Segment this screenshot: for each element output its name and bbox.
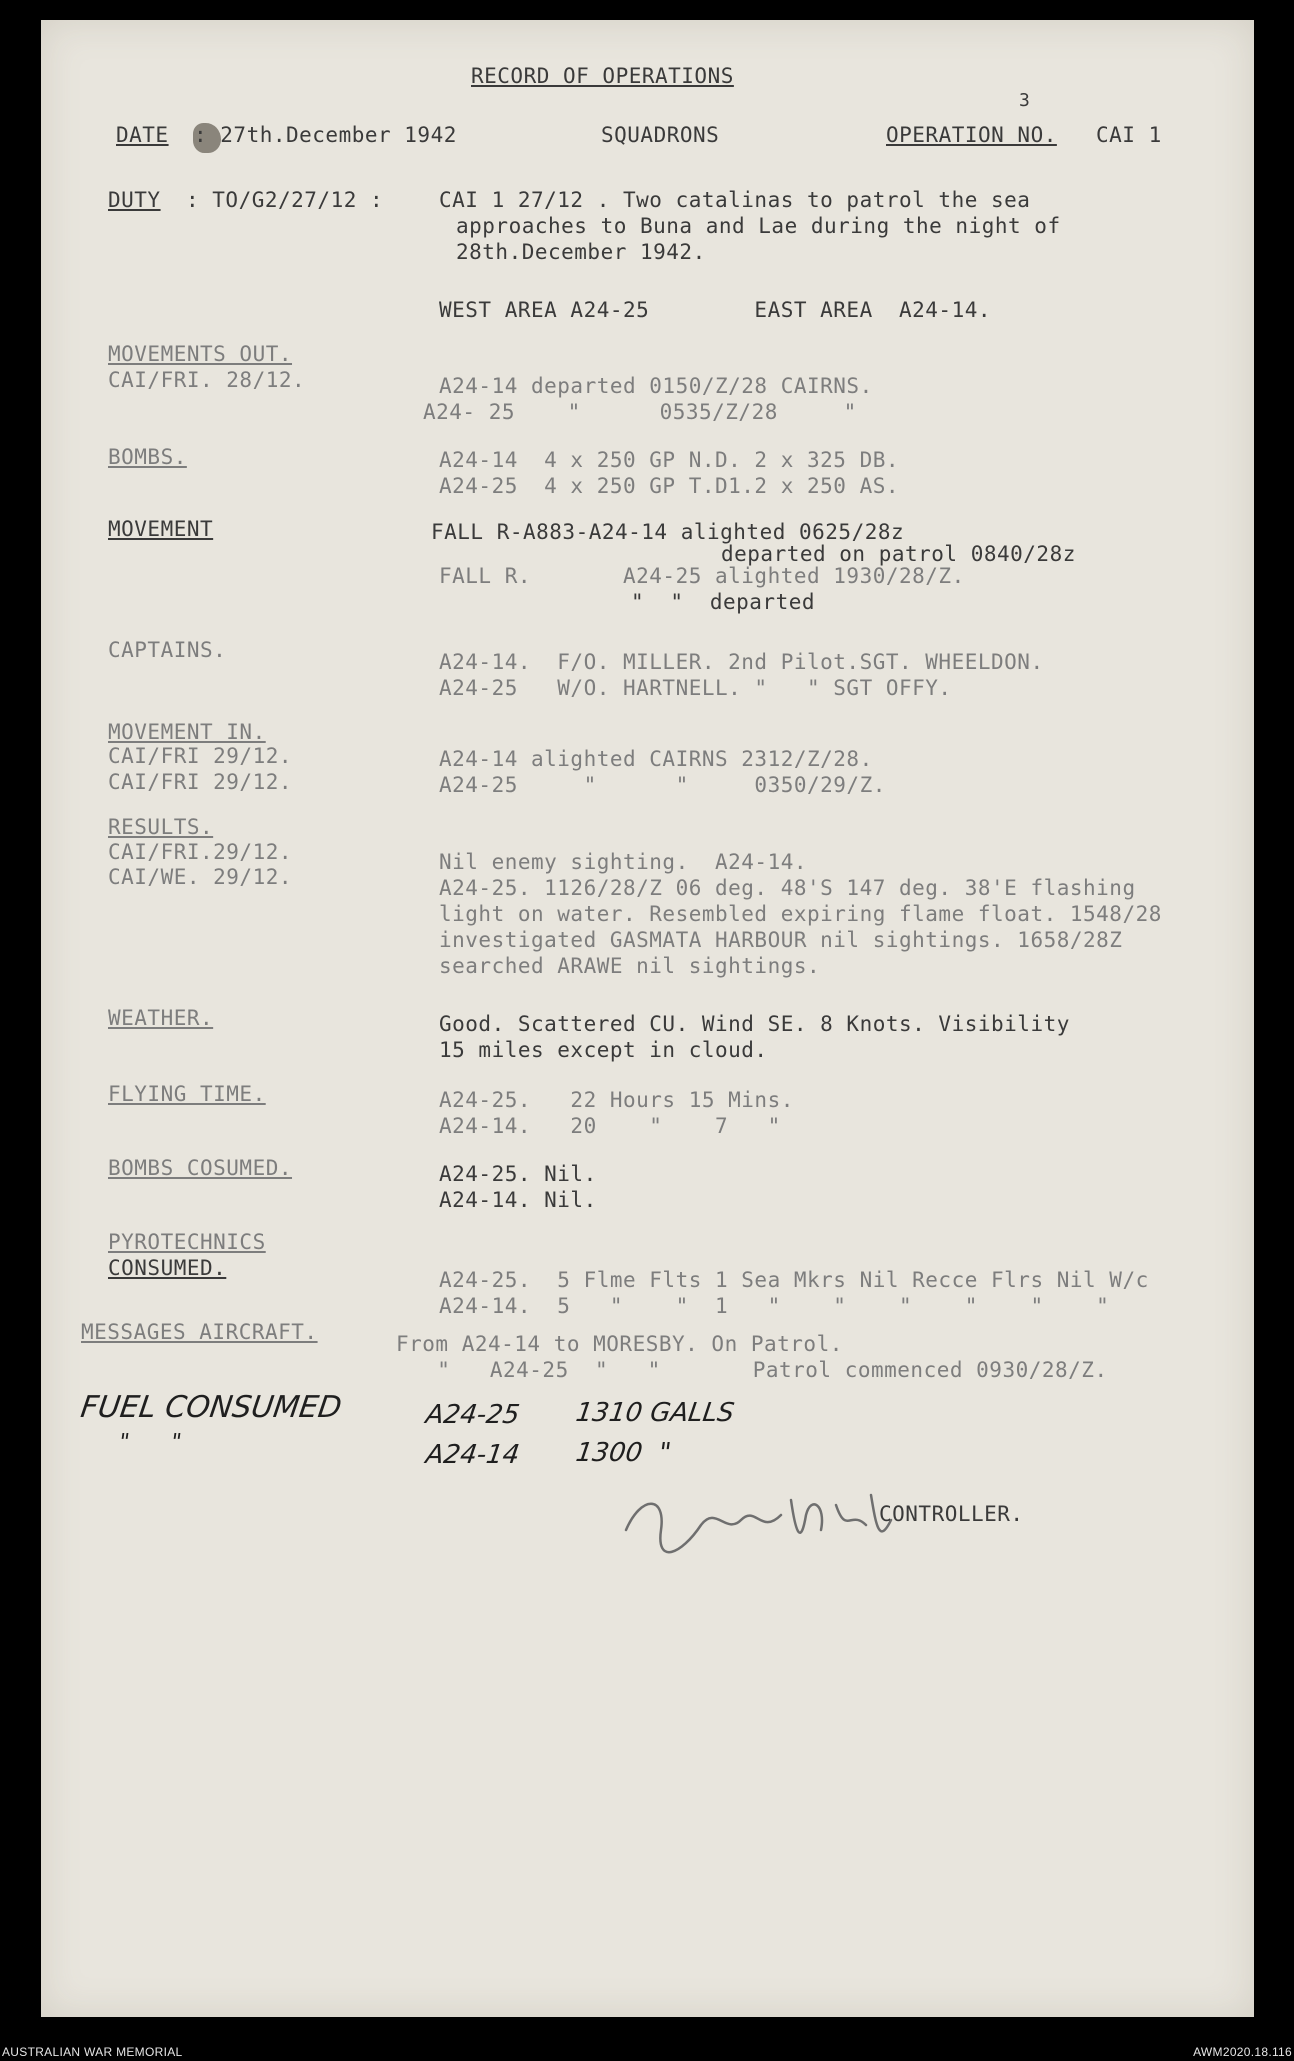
section-label: CONSUMED.: [108, 1256, 227, 1280]
handwritten-amount: 1300 ": [573, 1438, 673, 1468]
date-label: DATE: [116, 123, 169, 147]
section-label: CAI/FRI 29/12.: [108, 770, 293, 794]
squadrons-label: SQUADRONS: [601, 123, 720, 147]
section-line: A24-14. 20 " 7 ": [439, 1114, 781, 1138]
handwritten-fuel-label: FUEL CONSUMED: [78, 1390, 344, 1425]
section-line: A24-25 W/O. HARTNELL. " " SGT OFFY.: [439, 676, 952, 700]
section-line: A24- 25 " 0535/Z/28 ": [423, 400, 857, 424]
page-mark: 3: [1019, 90, 1031, 111]
areas-line: WEST AREA A24-25 EAST AREA A24-14.: [439, 298, 992, 322]
section-line: A24-14. Nil.: [439, 1188, 597, 1212]
section-line: A24-14 departed 0150/Z/28 CAIRNS.: [439, 374, 873, 398]
section-label: MOVEMENT IN.: [108, 720, 266, 744]
section-label: CAPTAINS.: [108, 638, 227, 662]
section-line: A24-25 4 x 250 GP T.D1.2 x 250 AS.: [439, 474, 900, 498]
section-line: A24-14 4 x 250 GP N.D. 2 x 325 DB.: [439, 448, 900, 472]
section-line: A24-14. F/O. MILLER. 2nd Pilot.SGT. WHEELDON.: [439, 650, 1044, 674]
section-label: CAI/FRI. 28/12.: [108, 368, 306, 392]
section-label: BOMBS COSUMED.: [108, 1156, 293, 1180]
duty-line: 28th.December 1942.: [456, 240, 706, 264]
page-title: RECORD OF OPERATIONS: [471, 64, 734, 88]
footer-credit: AUSTRALIAN WAR MEMORIAL: [2, 2045, 183, 2059]
section-line-extra: departed on patrol 0840/28z: [721, 542, 1076, 566]
section-line: 15 miles except in cloud.: [439, 1038, 768, 1062]
section-line: A24-25. 22 Hours 15 Mins.: [439, 1088, 794, 1112]
duty-line: CAI 1 27/12 . Two catalinas to patrol the sea: [439, 188, 1031, 212]
controller-label: CONTROLLER.: [879, 1502, 1024, 1526]
section-line: FALL R-A883-A24-14 alighted 0625/28z: [431, 520, 905, 544]
section-line: A24-14. 5 " " 1 " " " " " ": [439, 1294, 1110, 1318]
operation-number: CAI 1: [1096, 123, 1162, 147]
section-label: CAI/WE. 29/12.: [108, 865, 293, 889]
footer-accession: AWM2020.18.116: [1193, 2045, 1292, 2059]
section-line: searched ARAWE nil sightings.: [439, 954, 821, 978]
section-label: RESULTS.: [108, 815, 214, 839]
date-value: : 27th.December 1942: [194, 123, 457, 147]
section-label: WEATHER.: [108, 1006, 214, 1030]
section-label: BOMBS.: [108, 445, 187, 469]
section-line: A24-25. Nil.: [439, 1162, 597, 1186]
operation-label: OPERATION NO.: [886, 123, 1057, 147]
section-line: FALL R. A24-25 alighted 1930/28/Z.: [439, 564, 965, 588]
section-line: A24-25. 1126/28/Z 06 deg. 48'S 147 deg. 38'E flashing: [439, 876, 1136, 900]
section-label: FLYING TIME.: [108, 1082, 266, 1106]
section-label: CAI/FRI 29/12.: [108, 744, 293, 768]
duty-line: approaches to Buna and Lae during the night of: [456, 214, 1061, 238]
section-label: MOVEMENT: [108, 517, 214, 541]
section-label: CAI/FRI.29/12.: [108, 840, 293, 864]
section-label: MESSAGES AIRCRAFT.: [81, 1320, 318, 1344]
section-line: A24-25. 5 Flme Flts 1 Sea Mkrs Nil Recce Flrs Nil W/c: [439, 1268, 1149, 1292]
handwritten-ditto: " ": [117, 1430, 183, 1455]
document-page: [41, 20, 1254, 2017]
section-line: " A24-25 " " Patrol commenced 0930/28/Z.: [411, 1358, 1108, 1382]
duty-ref: : TO/G2/27/12 :: [186, 188, 384, 212]
section-label: PYROTECHNICS: [108, 1230, 266, 1254]
section-line: A24-14 alighted CAIRNS 2312/Z/28.: [439, 747, 873, 771]
handwritten-amount: 1310 GALLS: [573, 1398, 736, 1428]
section-line: Good. Scattered CU. Wind SE. 8 Knots. Visibility: [439, 1012, 1070, 1036]
section-line-extra: " " departed: [631, 590, 816, 614]
section-line: investigated GASMATA HARBOUR nil sightings. 1658/28Z: [439, 928, 1123, 952]
section-line: A24-25 " " 0350/29/Z.: [439, 773, 886, 797]
section-line: From A24-14 to MORESBY. On Patrol.: [396, 1332, 843, 1356]
handwritten-aircraft: A24-25: [423, 1400, 522, 1430]
section-line: Nil enemy sighting. A24-14.: [439, 850, 808, 874]
duty-label: DUTY: [108, 188, 161, 212]
section-label: MOVEMENTS OUT.: [108, 342, 293, 366]
section-line: light on water. Resembled expiring flame float. 1548/28: [439, 902, 1162, 926]
handwritten-aircraft: A24-14: [423, 1440, 522, 1470]
